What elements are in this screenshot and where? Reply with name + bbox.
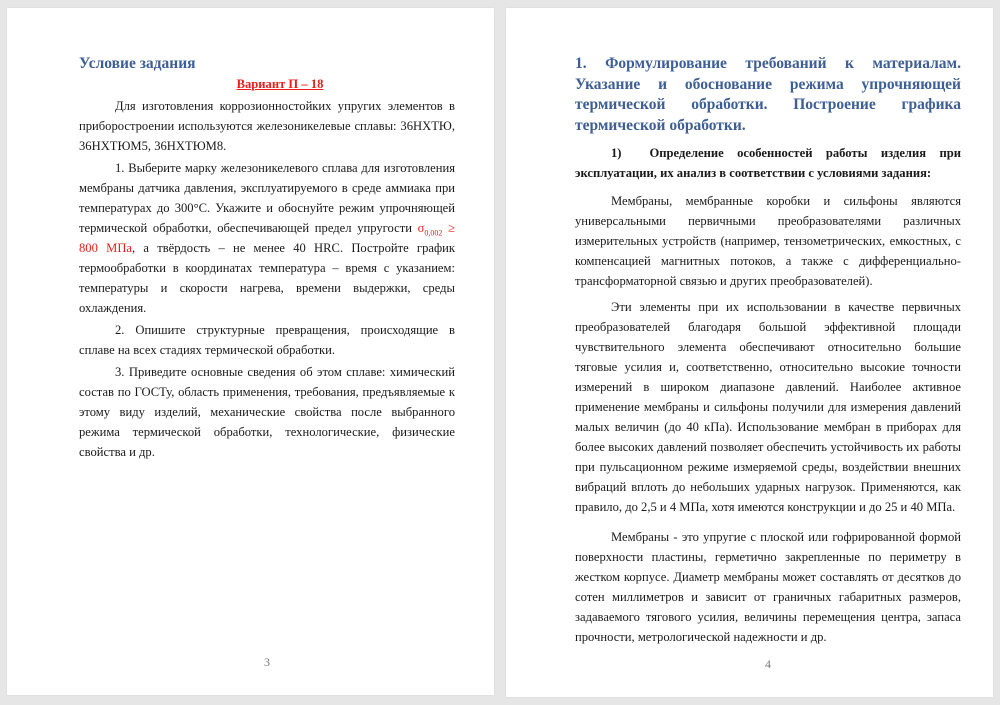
task-1-text: 1. Выберите марку железоникелевого сплава для изготовления мембраны датчика давления, эксплуатируемого в среде аммиака при температурах до 300°С. Укажите и обоснуйте режим упрочняющей термической обработки, обеспечивающей предел упругости [79,160,455,235]
task-1-paragraph [79,158,455,318]
paragraph-3: Мембраны - это упругие с плоской или гофрированной формой поверхности пластины, герметично закрепленные по периметру в жестком корпусе. Диаметр мембраны может составлять от десятков до сотен миллиметров и зависит от граничных габаритных размеров, задаваемого тягового усилия, величины перемещения центра, запаса прочности, метрологической надежности и др. [575,530,961,644]
subsection-number: 1) [611,146,622,160]
sigma-symbol: σ [417,220,425,235]
page-3 [7,8,494,695]
sigma-subscript: 0,002 [424,228,443,238]
task-2-paragraph: 2. Опишите структурные превращения, происходящие в сплаве на всех стадиях термической обработки. [79,322,455,357]
page-number: 3 [264,655,270,669]
section-heading: Условие задания [79,55,196,72]
page-4 [506,8,993,697]
intro-paragraph: Для изготовления коррозионностойких упругих элементов в приборостроении используются железоникелевые сплавы: 36НХТЮ, 36НХТЮМ5, 36НХТЮМ8. [79,98,455,153]
subsection-text: Определение особенностей работы изделия при эксплуатации, их анализ в соответствии с условиями задания: [575,146,961,180]
variant-label: Вариант П – 18 [236,76,324,91]
subsection-heading [575,143,961,183]
task-1-text-end: , а твёрдость – не менее 40 HRC. Постройте график термообработки в координатах температура – время с указанием: температуры и скорости нагрева, времени выдержки, среды охлаждения. [79,240,455,315]
section-heading: 1. Формулирование требований к материалам. Указание и обоснование режима упрочняющей термической обработки. Построение графика термической обработки. [575,55,961,134]
paragraph-1: Мембраны, мембранные коробки и сильфоны являются универсальными первичными преобразователями различных измерительных устройств (например, тензометрических, емкостных, с компенсацией магнитных потоков, а также с дифференциально-трансформаторной связью и других преобразователей). [575,194,961,288]
task-3-paragraph: 3. Приведите основные сведения об этом сплаве: химический состав по ГОСТу, область применения, требования, предъявляемые к этому виду изделий, механические свойства после выбранного режима термической обработки, технологические, физические свойства и др. [79,364,455,459]
page-number: 4 [765,657,771,671]
elastic-limit-value: ≥ 800 МПа [79,220,455,255]
paragraph-2: Эти элементы при их использовании в качестве первичных преобразователей благодаря большой эффективной площади чувствительного элемента обеспечивают относительно большие тяговые усилия и, соответственно, относительно высокие точности измерений в широком диапазоне давлений. Наиболее активное применение мембраны и сильфоны получили для измерения давлений малых величин (до 40 кПа). Использование мембран в приборах для более высоких давлений позволяет обеспечить устойчивость их работы при пульсационном режиме измеряемой среды, воздействии внешних вибраций вплоть до небольших ударных нагрузок. Применяются, как правило, до 2,5 и 4 МПа, хотя имеются конструкции и до 25 и 40 МПа. [575,300,961,514]
